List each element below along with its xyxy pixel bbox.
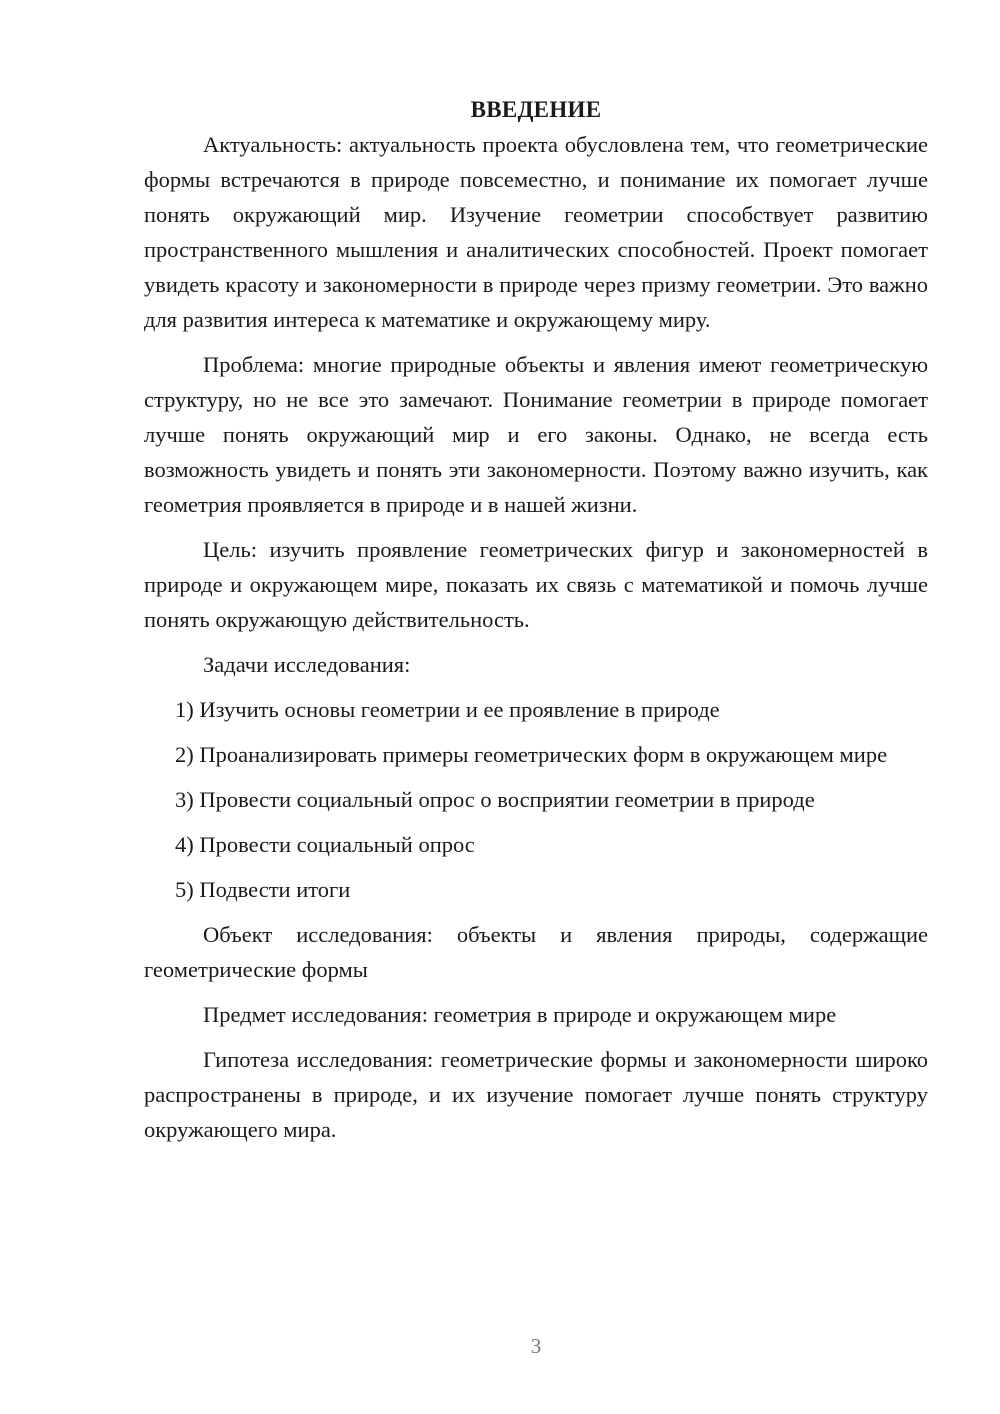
task-item-2: 2) Проанализировать примеры геометрических форм в окружающем мире: [175, 742, 888, 767]
object-paragraph: Объект исследования: объекты и явления природы, содержащие геометрические формы: [144, 922, 928, 982]
task-item-3: 3) Провести социальный опрос о восприятии геометрии в природе: [175, 787, 815, 812]
subject-paragraph: Предмет исследования: геометрия в природе и окружающем мире: [203, 1002, 837, 1027]
page-title: ВВЕДЕНИЕ: [470, 97, 602, 122]
problem-paragraph: Проблема: многие природные объекты и явления имеют геометрическую структуру, но не все это замечают. Понимание геометрии в природе помогает лучше понять окружающий мир и его законы. Однако, не всегда есть возможность увидеть и понять эти закономерности. Поэтому важно изучить, как геометрия проявляется в природе и в нашей жизни.: [144, 352, 928, 517]
page-number: 3: [530, 1334, 542, 1358]
task-item-4: 4) Провести социальный опрос: [175, 832, 475, 857]
hypothesis-paragraph: Гипотеза исследования: геометрические формы и закономерности широко распространены в природе, и их изучение помогает лучше понять структуру окружающего мира.: [144, 1047, 928, 1142]
task-item-1: 1) Изучить основы геометрии и ее проявление в природе: [175, 697, 720, 722]
goal-paragraph: Цель: изучить проявление геометрических фигур и закономерностей в природе и окружающем мире, показать их связь с математикой и помочь лучше понять окружающую действительность.: [144, 537, 928, 632]
task-item-5: 5) Подвести итоги: [175, 877, 351, 902]
document-page: [144, 92, 928, 1157]
relevance-paragraph: Актуальность: актуальность проекта обусловлена тем, что геометрические формы встречаются в природе повсеместно, и понимание их помогает лучше понять окружающий мир. Изучение геометрии способствует развитию пространственного мышления и аналитических способностей. Проект помогает увидеть красоту и закономерности в природе через призму геометрии. Это важно для развития интереса к математике и окружающему миру.: [144, 132, 928, 332]
tasks-heading: Задачи исследования:: [203, 652, 411, 677]
